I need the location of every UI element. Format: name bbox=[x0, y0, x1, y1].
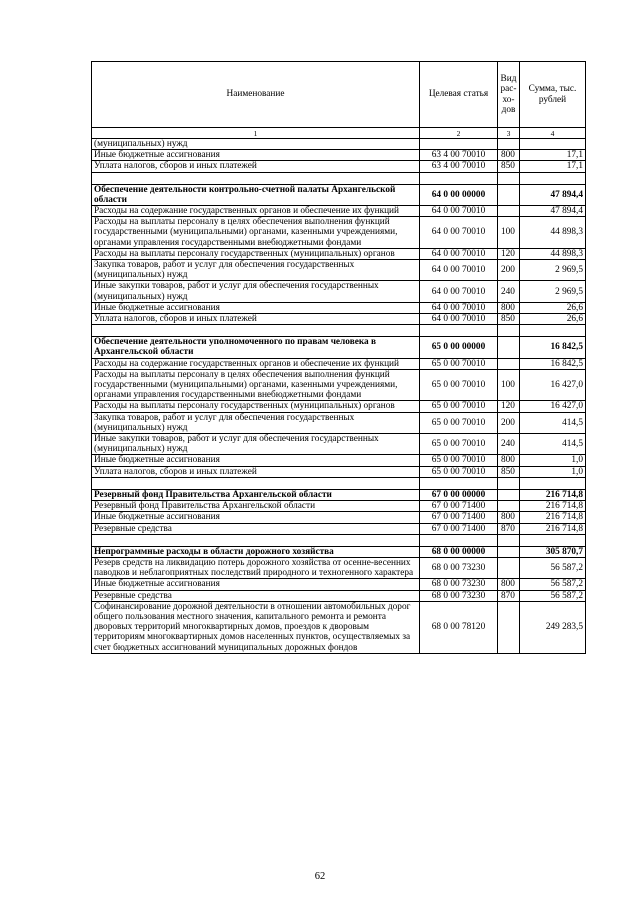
target-article-cell bbox=[420, 139, 498, 150]
header-target-article: Целевая статья bbox=[420, 62, 498, 128]
expense-type-cell: 800 bbox=[498, 455, 520, 466]
target-article-cell: 65 0 00 70010 bbox=[420, 434, 498, 455]
sum-cell: 16 842,5 bbox=[520, 337, 586, 358]
target-article-cell: 65 0 00 70010 bbox=[420, 466, 498, 477]
table-row bbox=[92, 590, 586, 601]
sum-cell bbox=[520, 139, 586, 150]
empty-cell bbox=[92, 172, 420, 184]
expense-type-cell bbox=[498, 139, 520, 150]
sum-cell: 1,0 bbox=[520, 455, 586, 466]
target-article-cell: 67 0 00 71400 bbox=[420, 523, 498, 534]
expense-type-cell bbox=[498, 557, 520, 578]
empty-cell bbox=[420, 325, 498, 337]
target-article-cell: 63 4 00 70010 bbox=[420, 150, 498, 161]
table-row bbox=[92, 501, 586, 512]
target-article-cell: 64 0 00 00000 bbox=[420, 184, 498, 205]
name-cell: Расходы на выплаты персоналу государственных (муниципальных) органов bbox=[92, 401, 420, 412]
name-cell: (муниципальных) нужд bbox=[92, 139, 420, 150]
expense-type-cell: 100 bbox=[498, 369, 520, 401]
expense-type-cell: 850 bbox=[498, 314, 520, 325]
target-article-cell: 68 0 00 00000 bbox=[420, 546, 498, 557]
table-row bbox=[92, 139, 586, 150]
expense-type-cell bbox=[498, 501, 520, 512]
target-article-cell: 68 0 00 73230 bbox=[420, 590, 498, 601]
target-article-cell: 68 0 00 73230 bbox=[420, 579, 498, 590]
table-row bbox=[92, 281, 586, 302]
name-cell: Иные бюджетные ассигнования bbox=[92, 512, 420, 523]
sum-cell: 249 283,5 bbox=[520, 601, 586, 653]
target-article-cell: 67 0 00 71400 bbox=[420, 501, 498, 512]
spacer-row bbox=[92, 325, 586, 337]
target-article-cell: 64 0 00 70010 bbox=[420, 206, 498, 217]
target-article-cell: 68 0 00 73230 bbox=[420, 557, 498, 578]
name-cell: Иные бюджетные ассигнования bbox=[92, 150, 420, 161]
empty-cell bbox=[498, 534, 520, 546]
table-row bbox=[92, 455, 586, 466]
empty-cell bbox=[520, 325, 586, 337]
table-row bbox=[92, 557, 586, 578]
sum-cell: 414,5 bbox=[520, 434, 586, 455]
section-total-row bbox=[92, 546, 586, 557]
table-row bbox=[92, 217, 586, 249]
sum-cell: 56 587,2 bbox=[520, 557, 586, 578]
name-cell: Закупка товаров, работ и услуг для обеспечения государственных (муниципальных) нужд bbox=[92, 260, 420, 281]
name-cell: Резерв средств на ликвидацию потерь дорожного хозяйства от осенне-весенних паводков и неблагоприятных последствий природного и техногенного характера bbox=[92, 557, 420, 578]
expense-type-cell: 240 bbox=[498, 434, 520, 455]
column-number: 1 bbox=[92, 128, 420, 139]
empty-cell bbox=[420, 172, 498, 184]
section-total-row bbox=[92, 337, 586, 358]
name-cell: Закупка товаров, работ и услуг для обеспечения государственных (муниципальных) нужд bbox=[92, 412, 420, 433]
sum-cell: 1,0 bbox=[520, 466, 586, 477]
sum-cell: 44 898,3 bbox=[520, 217, 586, 249]
name-cell: Непрограммные расходы в области дорожного хозяйства bbox=[92, 546, 420, 557]
section-total-row bbox=[92, 184, 586, 205]
sum-cell: 44 898,3 bbox=[520, 248, 586, 259]
expense-type-cell: 200 bbox=[498, 260, 520, 281]
header-expense-type: Вид рас-хо-дов bbox=[498, 62, 520, 128]
name-cell: Обеспечение деятельности уполномоченного по правам человека в Архангельской области bbox=[92, 337, 420, 358]
target-article-cell: 64 0 00 70010 bbox=[420, 302, 498, 313]
name-cell: Уплата налогов, сборов и иных платежей bbox=[92, 314, 420, 325]
sum-cell: 47 894,4 bbox=[520, 184, 586, 205]
table-row bbox=[92, 401, 586, 412]
table-row bbox=[92, 260, 586, 281]
table-row bbox=[92, 161, 586, 172]
target-article-cell: 65 0 00 70010 bbox=[420, 455, 498, 466]
sum-cell: 56 587,2 bbox=[520, 579, 586, 590]
target-article-cell: 64 0 00 70010 bbox=[420, 281, 498, 302]
table-row bbox=[92, 523, 586, 534]
column-number: 3 bbox=[498, 128, 520, 139]
sum-cell: 26,6 bbox=[520, 302, 586, 313]
sum-cell: 2 969,5 bbox=[520, 260, 586, 281]
target-article-cell: 65 0 00 70010 bbox=[420, 412, 498, 433]
table-row bbox=[92, 601, 586, 653]
empty-cell bbox=[520, 172, 586, 184]
section-total-row bbox=[92, 489, 586, 500]
empty-cell bbox=[498, 477, 520, 489]
sum-cell: 414,5 bbox=[520, 412, 586, 433]
spacer-row bbox=[92, 534, 586, 546]
empty-cell bbox=[520, 477, 586, 489]
sum-cell: 47 894,4 bbox=[520, 206, 586, 217]
sum-cell: 16 842,5 bbox=[520, 358, 586, 369]
expense-type-cell: 800 bbox=[498, 150, 520, 161]
expense-type-cell bbox=[498, 184, 520, 205]
expense-type-cell bbox=[498, 489, 520, 500]
table-row bbox=[92, 358, 586, 369]
column-number-row bbox=[92, 128, 586, 139]
name-cell: Резервные средства bbox=[92, 590, 420, 601]
sum-cell: 56 587,2 bbox=[520, 590, 586, 601]
table-row bbox=[92, 369, 586, 401]
name-cell: Расходы на выплаты персоналу в целях обеспечения выполнения функций государственными (муниципальными) органами, казенными учреждениями, органами управления государственными внебюджетными фондами bbox=[92, 369, 420, 401]
expense-type-cell: 120 bbox=[498, 248, 520, 259]
sum-cell: 216 714,8 bbox=[520, 489, 586, 500]
table-row bbox=[92, 302, 586, 313]
sum-cell: 16 427,0 bbox=[520, 369, 586, 401]
table-row bbox=[92, 466, 586, 477]
expense-type-cell bbox=[498, 358, 520, 369]
target-article-cell: 65 0 00 70010 bbox=[420, 401, 498, 412]
sum-cell: 216 714,8 bbox=[520, 512, 586, 523]
expense-type-cell bbox=[498, 337, 520, 358]
sum-cell: 17,1 bbox=[520, 150, 586, 161]
budget-table-page bbox=[91, 61, 585, 654]
sum-cell: 26,6 bbox=[520, 314, 586, 325]
target-article-cell: 64 0 00 70010 bbox=[420, 217, 498, 249]
empty-cell bbox=[498, 172, 520, 184]
name-cell: Расходы на содержание государственных органов и обеспечение их функций bbox=[92, 358, 420, 369]
sum-cell: 2 969,5 bbox=[520, 281, 586, 302]
expense-type-cell bbox=[498, 601, 520, 653]
target-article-cell: 64 0 00 70010 bbox=[420, 314, 498, 325]
sum-cell: 305 870,7 bbox=[520, 546, 586, 557]
expense-type-cell: 850 bbox=[498, 161, 520, 172]
sum-cell: 17,1 bbox=[520, 161, 586, 172]
target-article-cell: 64 0 00 70010 bbox=[420, 260, 498, 281]
name-cell: Уплата налогов, сборов и иных платежей bbox=[92, 466, 420, 477]
empty-cell bbox=[92, 477, 420, 489]
name-cell: Обеспечение деятельности контрольно-счетной палаты Архангельской области bbox=[92, 184, 420, 205]
table-row bbox=[92, 512, 586, 523]
expense-type-cell bbox=[498, 546, 520, 557]
name-cell: Расходы на выплаты персоналу в целях обеспечения выполнения функций государственными (муниципальными) органами, казенными учреждениями, органами управления государственными внебюджетными фондами bbox=[92, 217, 420, 249]
table-row bbox=[92, 206, 586, 217]
empty-cell bbox=[92, 325, 420, 337]
column-number: 4 bbox=[520, 128, 586, 139]
name-cell: Иные бюджетные ассигнования bbox=[92, 455, 420, 466]
empty-cell bbox=[420, 534, 498, 546]
sum-cell: 216 714,8 bbox=[520, 523, 586, 534]
empty-cell bbox=[520, 534, 586, 546]
target-article-cell: 64 0 00 70010 bbox=[420, 248, 498, 259]
expense-type-cell: 870 bbox=[498, 523, 520, 534]
name-cell: Уплата налогов, сборов и иных платежей bbox=[92, 161, 420, 172]
empty-cell bbox=[420, 477, 498, 489]
name-cell: Иные бюджетные ассигнования bbox=[92, 302, 420, 313]
table-body bbox=[92, 139, 586, 654]
sum-cell: 216 714,8 bbox=[520, 501, 586, 512]
name-cell: Иные закупки товаров, работ и услуг для обеспечения государственных (муниципальных) нужд bbox=[92, 434, 420, 455]
target-article-cell: 65 0 00 70010 bbox=[420, 369, 498, 401]
name-cell: Расходы на содержание государственных органов и обеспечение их функций bbox=[92, 206, 420, 217]
page-number: 62 bbox=[314, 871, 326, 882]
expense-type-cell: 240 bbox=[498, 281, 520, 302]
expense-type-cell bbox=[498, 206, 520, 217]
target-article-cell: 65 0 00 00000 bbox=[420, 337, 498, 358]
name-cell: Резервный фонд Правительства Архангельской области bbox=[92, 501, 420, 512]
table-header-row bbox=[92, 62, 586, 128]
expense-type-cell: 200 bbox=[498, 412, 520, 433]
name-cell: Расходы на выплаты персоналу государственных (муниципальных) органов bbox=[92, 248, 420, 259]
name-cell: Резервные средства bbox=[92, 523, 420, 534]
expense-type-cell: 800 bbox=[498, 512, 520, 523]
expense-type-cell: 870 bbox=[498, 590, 520, 601]
expense-type-cell: 120 bbox=[498, 401, 520, 412]
target-article-cell: 63 4 00 70010 bbox=[420, 161, 498, 172]
name-cell: Резервный фонд Правительства Архангельской области bbox=[92, 489, 420, 500]
spacer-row bbox=[92, 477, 586, 489]
sum-cell: 16 427,0 bbox=[520, 401, 586, 412]
expense-type-cell: 850 bbox=[498, 466, 520, 477]
table-row bbox=[92, 579, 586, 590]
target-article-cell: 65 0 00 70010 bbox=[420, 358, 498, 369]
header-sum: Сумма, тыс. рублей bbox=[520, 62, 586, 128]
empty-cell bbox=[92, 534, 420, 546]
budget-table bbox=[91, 61, 586, 654]
target-article-cell: 67 0 00 71400 bbox=[420, 512, 498, 523]
table-row bbox=[92, 412, 586, 433]
name-cell: Иные закупки товаров, работ и услуг для обеспечения государственных (муниципальных) нужд bbox=[92, 281, 420, 302]
target-article-cell: 67 0 00 00000 bbox=[420, 489, 498, 500]
name-cell: Иные бюджетные ассигнования bbox=[92, 579, 420, 590]
expense-type-cell: 100 bbox=[498, 217, 520, 249]
table-row bbox=[92, 434, 586, 455]
expense-type-cell: 800 bbox=[498, 302, 520, 313]
spacer-row bbox=[92, 172, 586, 184]
header-name: Наименование bbox=[92, 62, 420, 128]
name-cell: Софинансирование дорожной деятельности в отношении автомобильных дорог общего пользования местного значения, капитального ремонта и ремонта дворовых территорий многоквартирных домов, проездов к дворовым территориям многоквартирных домов населенных пунктов, осуществляемых за счет бюджетных ассигнований муниципальных дорожных фондов bbox=[92, 601, 420, 653]
column-number: 2 bbox=[420, 128, 498, 139]
table-row bbox=[92, 150, 586, 161]
empty-cell bbox=[498, 325, 520, 337]
table-row bbox=[92, 314, 586, 325]
table-row bbox=[92, 248, 586, 259]
target-article-cell: 68 0 00 78120 bbox=[420, 601, 498, 653]
expense-type-cell: 800 bbox=[498, 579, 520, 590]
